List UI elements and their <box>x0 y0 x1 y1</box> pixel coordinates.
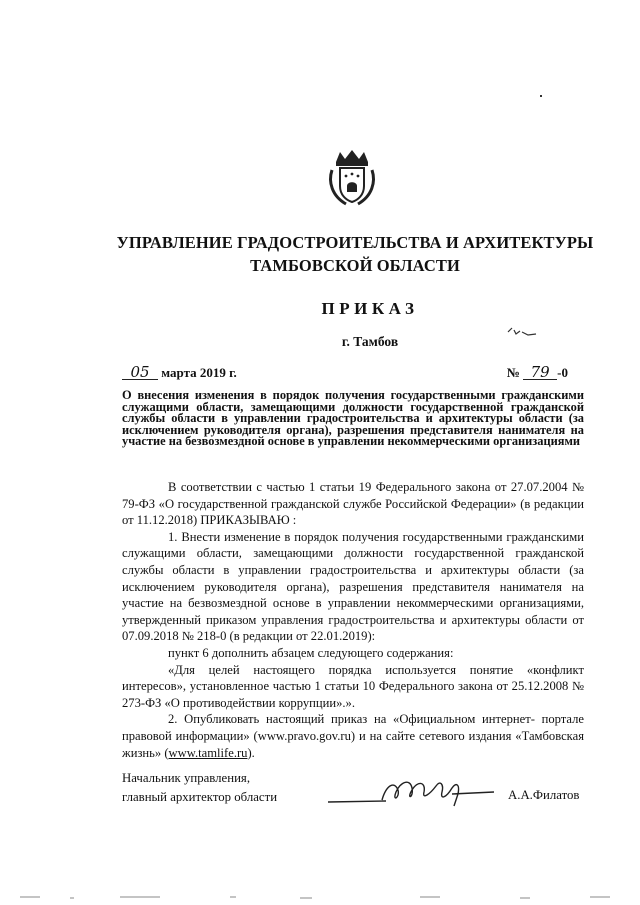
handwritten-signature <box>326 772 506 812</box>
body-paragraph-point-6: пункт 6 дополнить абзацем следующего содержания: <box>168 645 454 660</box>
order-body <box>122 479 584 761</box>
order-subject: О внесения изменения в порядок получения государственными гражданскими служащими области, замещающими должности государственной гражданской службы области в управлении градостроительства и архитектуры области (за исключением руководителя органа), разрешения представителя нанимателя на участие на безвозмездной основе в управлении некоммерческими организациями <box>122 388 584 449</box>
document-type-title: ПРИКАЗ <box>321 299 419 318</box>
tamlife-link[interactable]: www.tamlife.ru <box>168 745 248 760</box>
number-suffix: -0 <box>557 365 568 380</box>
date-month-year: марта 2019 г. <box>161 365 237 380</box>
scan-speck <box>540 95 542 97</box>
handwritten-mark-icon <box>506 326 540 338</box>
body-paragraph-quote: «Для целей настоящего порядка используется понятие «конфликт интересов», установленное частью 1 статьи 10 Федерального закона от 25.12.2008 № 273-ФЗ «О противодействии коррупции».». <box>122 662 584 710</box>
item-2-text: 2. Опубликовать настоящий приказ на «Официальном интернет- портале правовой информации» (www.pravo.gov.ru) и на сайте сетевого издания «Тамбовская жизнь» ( <box>122 712 584 760</box>
date-day-handwritten: 05 <box>122 365 158 380</box>
number-handwritten: 79 <box>523 365 557 380</box>
organization-name-line-2: ТАМБОВСКОЙ ОБЛАСТИ <box>250 256 460 275</box>
number-prefix: № <box>506 365 520 380</box>
scan-edge-noise <box>0 896 640 899</box>
signatory-title <box>122 769 277 807</box>
signatory-title-line-2: главный архитектор области <box>122 790 278 804</box>
signatory-name: А.А.Филатов <box>508 788 580 802</box>
body-paragraph-preamble: В соответствии с частью 1 статьи 19 Федерального закона от 27.07.2004 № 79-ФЗ «О государственной гражданской службе Российской Федерации» (в редакции от 11.12.2018) ПРИКАЗЫВАЮ : <box>122 480 584 528</box>
city-label: г. Тамбов <box>341 334 399 349</box>
organization-name-line-1: УПРАВЛЕНИЕ ГРАДОСТРОИТЕЛЬСТВА И АРХИТЕКТУРЫ <box>116 233 594 252</box>
order-date <box>122 365 237 381</box>
signatory-title-line-1: Начальник управления, <box>122 771 251 785</box>
body-paragraph-item-2 <box>122 711 584 761</box>
order-number <box>507 365 568 381</box>
body-paragraph-item-1: 1. Внести изменение в порядок получения государственными гражданскими служащими области, замещающими должности государственной гражданской службы области в управлении градостроительства и архитектуры области (за исключением руководителя органа), разрешения представителя нанимателя на участие на безвозмездной основе в управлении некоммерческими организациями, утвержденный приказом управления градостроительства и архитектуры области от 07.09.2018 № 218-0 (в редакции от 22.01.2019): <box>122 529 584 644</box>
item-2-text-end: ). <box>247 745 255 760</box>
tambov-coat-of-arms-icon <box>326 148 378 208</box>
